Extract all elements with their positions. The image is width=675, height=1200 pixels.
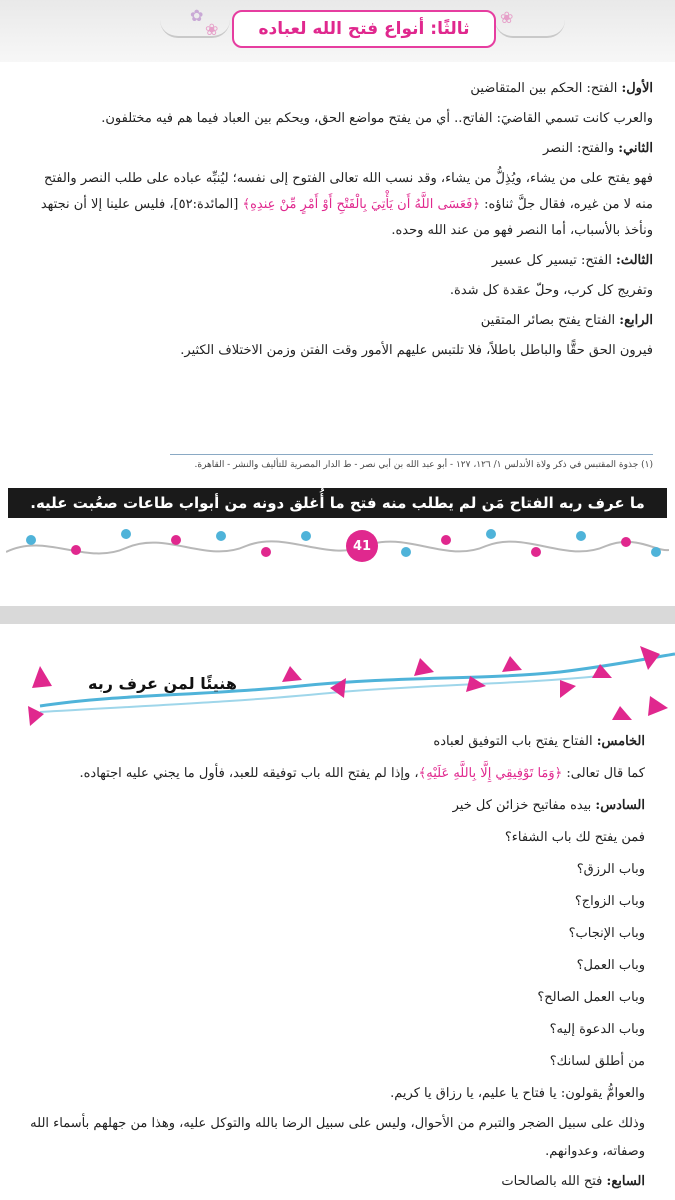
line-7: وباب الإنجاب؟	[568, 926, 645, 941]
quote-text: ما عرف ربه الفتاح مَن لم يطلب منه فتح ما أُغلق دونه من أبواب طاعات صعُبت عليه.	[30, 494, 645, 512]
line-1: الخامس: الفتاح يفتح باب التوفيق لعباده	[433, 734, 645, 749]
paragraph-7: الرابع: الفتاح يفتح بصائر المتقين	[480, 313, 653, 328]
paragraph-8: فيرون الحق حقًّا والباطل باطلاً، فلا تلتبس عليهم الأمور وقت الفتن وزمن الاختلاف الكثير.	[180, 343, 653, 358]
line-11: من أطلق لسانك؟	[549, 1054, 645, 1069]
paragraph-4: فهو يفتح على من يشاء، ويُذِلُّ من يشاء، وقد نسب الله تعالى الفتوح إلى نفسه؛ ليُنبِّه عباده على طلب النصر والفتح منه لا من غيره، فقال جلَّ ثناؤه: ﴿فَعَسَى اللَّهُ أَن يَأْتِيَ بِالْفَتْحِ أَوْ أَمْرٍ مِّنْ عِندِهِ﴾ [المائدة:٥٢]، فليس علينا إلا أن نجتهد ونأخذ بالأسباب، أما النصر فهو من عند الله وحده.	[40, 171, 653, 238]
quote-banner	[8, 488, 667, 518]
quran-verse: ﴿وَمَا تَوْفِيقِي إِلَّا بِاللَّهِ عَلَيْهِ﴾	[418, 766, 563, 781]
line-10: وباب الدعوة إليه؟	[549, 1022, 645, 1037]
line-5: وباب الرزق؟	[576, 862, 645, 877]
section-title: ثالثًا: أنواع فتح الله لعباده	[258, 19, 470, 39]
line-9: وباب العمل الصالح؟	[537, 990, 645, 1005]
page-separator	[0, 606, 675, 624]
page-number: 41	[346, 530, 378, 562]
swirl-decoration	[160, 20, 230, 38]
line-14: السابع: فتح الله بالصالحات	[501, 1174, 645, 1189]
line-8: وباب العمل؟	[576, 958, 645, 973]
body-text	[30, 76, 653, 364]
paragraph-5: الثالث: الفتح: تيسير كل عسير	[491, 253, 653, 268]
quran-verse: ﴿فَعَسَى اللَّهُ أَن يَأْتِيَ بِالْفَتْحِ أَوْ أَمْرٍ مِّنْ عِندِهِ﴾	[242, 197, 480, 212]
vine-decoration	[6, 522, 669, 570]
paragraph-1: الأول: الفتح: الحكم بين المتقاضين	[470, 81, 653, 96]
line-4: فمن يفتح لك باب الشفاء؟	[504, 830, 645, 845]
line-3: السادس: بيده مفاتيح خزائن كل خير	[452, 798, 645, 813]
paragraph-2: والعرب كانت تسمي القاضيَ: الفاتح.. أي من يفتح مواضع الحق، ويحكم بين العباد فيما هم فيه مختلفون.	[101, 111, 653, 126]
line-13: وذلك على سبيل الضجر والتبرم من الأحوال، وليس على سبيل الرضا بالله والتوكل عليه، وهذا من جهلهم بأسماء الله وصفاته، وعدوانهم.	[30, 1116, 645, 1159]
footnote-divider	[170, 454, 653, 455]
swirl-decoration	[495, 20, 565, 38]
flower-decoration-icon: ❀	[205, 20, 219, 39]
flower-decoration-icon: ✿	[190, 6, 204, 25]
footnote: (١) جذوة المقتبس في ذكر ولاة الأندلس ١/ ١٢٦، ١٢٧ - أبو عبد الله بن أبي نصر - ط الدار المصرية للتأليف والنشر - القاهرة.	[194, 460, 653, 470]
line-12: والعوامُّ يقولون: يا فتاح يا عليم، يا رزاق يا كريم.	[390, 1086, 645, 1101]
line-6: وباب الزواج؟	[574, 894, 645, 909]
banner-title: هنيئًا لمن عرف ربه	[88, 674, 237, 693]
paragraph-3: الثاني: والفتح: النصر	[542, 141, 653, 156]
page-42	[0, 624, 675, 1200]
section-title-box	[232, 10, 496, 48]
line-2: كما قال تعالى: ﴿وَمَا تَوْفِيقِي إِلَّا بِاللَّهِ عَلَيْهِ﴾، وإذا لم يفتح الله باب توفيقه للعبد، فأول ما يجني عليه اجتهاده.	[79, 766, 645, 781]
paragraph-6: وتفريج كل كرب، وحلّ عقدة كل شدة.	[449, 283, 653, 298]
page-header	[0, 0, 675, 62]
body-text	[28, 726, 645, 1198]
flower-decoration-icon: ❀	[500, 8, 514, 27]
